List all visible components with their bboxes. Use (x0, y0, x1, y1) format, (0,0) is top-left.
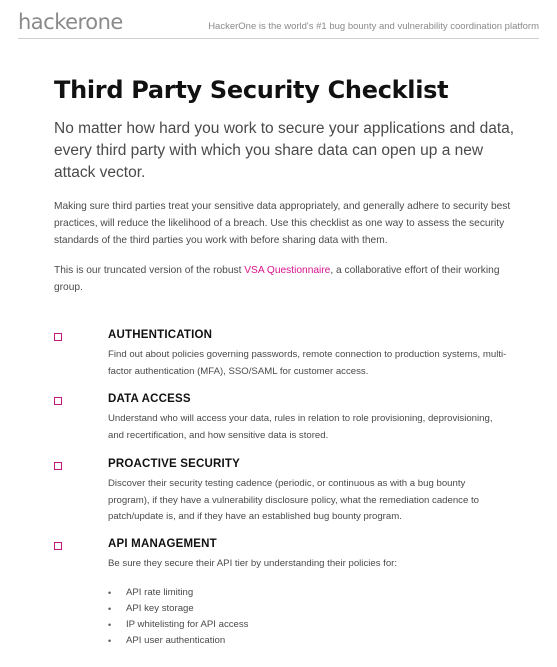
checklist-item-description: Understand who will access your data, rules in relation to role provisioning, deprovisioning, and recertification, and how sensitive data is stored. (108, 413, 493, 441)
page-title: Third Party Security Checklist (54, 76, 449, 104)
vsa-paragraph (54, 262, 524, 296)
list-item: • API key storage (108, 601, 248, 617)
checklist-item-title: PROACTIVE SECURITY (108, 458, 241, 470)
api-bullet-list (108, 585, 248, 649)
lead-paragraph: No matter how hard you work to secure your applications and data, every third party with which you share data can open up a new attack vector. (54, 120, 515, 181)
hackerone-logo: hackerone (18, 10, 123, 34)
checklist-item-title: AUTHENTICATION (108, 329, 213, 341)
page-header (18, 8, 539, 39)
list-item: • IP whitelisting for API access (108, 617, 248, 633)
vsa-questionnaire-link[interactable]: VSA Questionnaire (244, 265, 331, 276)
checkbox-icon[interactable] (54, 397, 62, 405)
header-tagline: HackerOne is the world's #1 bug bounty and vulnerability coordination platform (208, 21, 539, 32)
intro-paragraph: Making sure third parties treat your sensitive data appropriately, and generally adhere to security best practices, will reduce the likelihood of a breach. Use this checklist as one way to assess the security standards of the third parties you work with before sharing data with them. (54, 201, 511, 246)
list-item: • API rate limiting (108, 585, 248, 601)
checklist-item-description: Discover their security testing cadence (periodic, or continuous as with a bug bounty program), if they have a vulnerability disclosure policy, what the remediation cadence to patch/update is, and if they have an established bug bounty program. (108, 478, 479, 522)
vsa-text-after: , a collaborative effort of their working group. (54, 265, 500, 293)
checklist-item-title: DATA ACCESS (108, 393, 191, 405)
checklist-item-description: Be sure they secure their API tier by understanding their policies for: (108, 558, 398, 569)
checkbox-icon[interactable] (54, 462, 62, 470)
list-item: • API user authentication (108, 633, 248, 649)
checkbox-icon[interactable] (54, 542, 62, 550)
vsa-text-before: This is our truncated version of the robust (54, 265, 245, 276)
checklist-item-description: Find out about policies governing passwords, remote connection to production systems, multi-factor authentication (MFA), SSO/SAML for customer access. (108, 349, 507, 377)
checklist-item-title: API MANAGEMENT (108, 538, 217, 550)
checkbox-icon[interactable] (54, 333, 62, 341)
